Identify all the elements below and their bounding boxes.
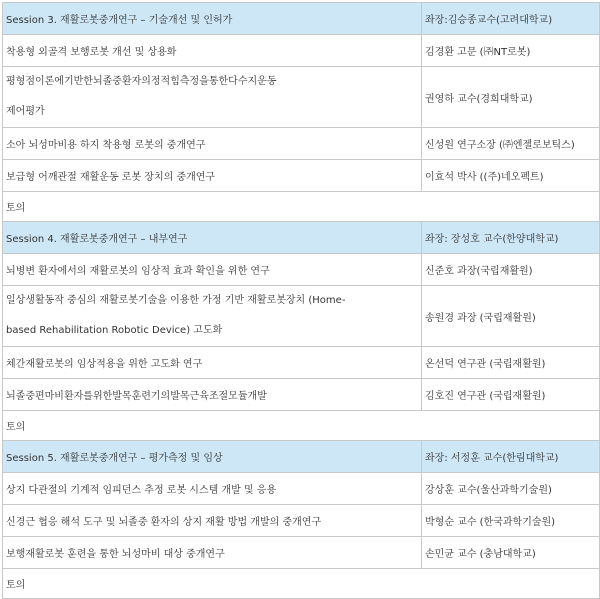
session-chair: 좌장: 서정훈 교수(한림대학교)	[422, 441, 600, 473]
discussion-row	[3, 192, 600, 222]
topic-cell	[3, 286, 422, 347]
table-row	[3, 505, 600, 537]
topic-line: 일상생활동작 중심의 재활로봇기술을 이용한 가정 기반 재활로봇장치 (Home-	[6, 295, 346, 306]
topic-cell: 보급형 어깨관절 재활운동 로봇 장치의 중개연구	[3, 160, 422, 192]
session-chair: 좌장: 장성호 교수(한양대학교)	[422, 222, 600, 254]
discussion-row	[3, 411, 600, 441]
speaker-cell: 김호진 연구관 (국립재활원)	[422, 379, 600, 411]
speaker-cell: 온선덕 연구관 (국립재활원)	[422, 347, 600, 379]
session-title: Session 4. 재활로봇중개연구 – 내부연구	[3, 222, 422, 254]
speaker-cell: 이효석 박사 ((주)네오펙트)	[422, 160, 600, 192]
discussion-cell: 토의	[3, 411, 600, 441]
table-row	[3, 128, 600, 160]
discussion-cell: 토의	[3, 192, 600, 222]
session-header	[3, 3, 600, 35]
topic-cell: 소아 뇌성마비용 하지 착용형 로봇의 중개연구	[3, 128, 422, 160]
topic-cell	[3, 67, 422, 128]
program-table	[2, 2, 600, 599]
topic-line: 평형점이론에기반한뇌졸중환자의정적힘측정을통한다수지운동	[6, 76, 277, 87]
table-row	[3, 67, 600, 128]
table-row	[3, 160, 600, 192]
topic-line: 제어평가	[6, 106, 45, 117]
speaker-cell: 신준호 과장(국립재활원)	[422, 254, 600, 286]
discussion-row	[3, 569, 600, 599]
speaker-cell: 박형순 교수 (한국과학기술원)	[422, 505, 600, 537]
speaker-cell: 김경환 고문 (㈜NT로봇)	[422, 35, 600, 67]
table-row	[3, 347, 600, 379]
topic-cell: 신경근 협응 해석 도구 및 뇌졸중 환자의 상지 재활 방법 개발의 중개연구	[3, 505, 422, 537]
table-row	[3, 379, 600, 411]
topic-cell: 체간재활로봇의 임상적용을 위한 고도화 연구	[3, 347, 422, 379]
session-chair: 좌장:김승종교수(고려대학교)	[422, 3, 600, 35]
table-row	[3, 473, 600, 505]
topic-line: based Rehabilitation Robotic Device) 고도화	[6, 325, 223, 336]
table-row	[3, 254, 600, 286]
speaker-cell: 송원경 과장 (국립재활원)	[422, 286, 600, 347]
topic-cell: 뇌졸중편마비환자를위한발목훈련기의발목근육조절모듈개발	[3, 379, 422, 411]
session-title: Session 5. 재활로봇중개연구 – 평가측정 및 임상	[3, 441, 422, 473]
session-title: Session 3. 재활로봇중개연구 – 기술개선 및 인허가	[3, 3, 422, 35]
topic-cell: 보행재활로봇 훈련을 통한 뇌성마비 대상 중개연구	[3, 537, 422, 569]
speaker-cell: 신성원 연구소장 (㈜엔젤로보틱스)	[422, 128, 600, 160]
topic-cell: 뇌병변 환자에서의 재활로봇의 임상적 효과 확인을 위한 연구	[3, 254, 422, 286]
discussion-cell: 토의	[3, 569, 600, 599]
topic-cell: 착용형 외골격 보행로봇 개선 및 상용화	[3, 35, 422, 67]
session-header	[3, 222, 600, 254]
speaker-cell: 강상훈 교수(울산과학기술원)	[422, 473, 600, 505]
topic-cell: 상지 다관절의 기계적 임피던스 추정 로봇 시스템 개발 및 응용	[3, 473, 422, 505]
table-row	[3, 286, 600, 347]
speaker-cell: 손민균 교수 (충남대학교)	[422, 537, 600, 569]
speaker-cell: 권영하 교수(경희대학교)	[422, 67, 600, 128]
table-row	[3, 35, 600, 67]
table-row	[3, 537, 600, 569]
session-header	[3, 441, 600, 473]
